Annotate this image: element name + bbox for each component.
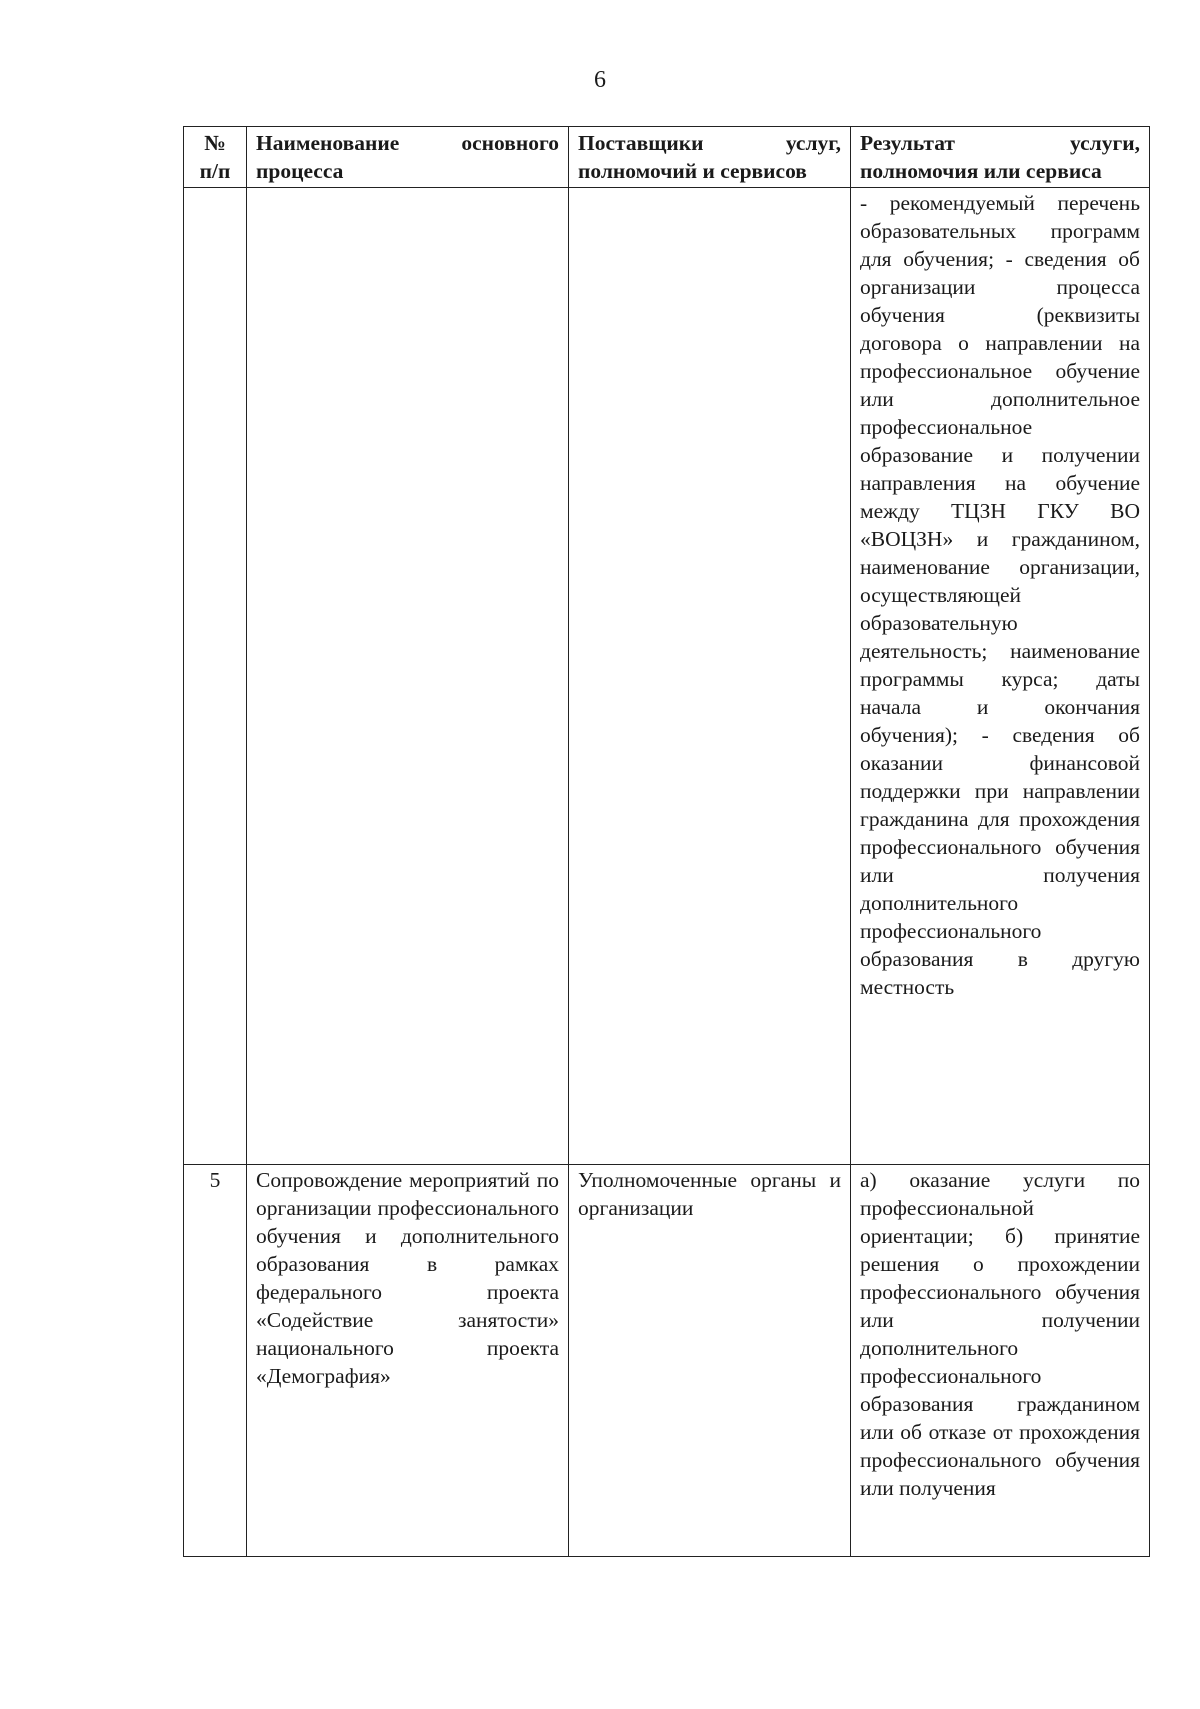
cell-result: а) оказание услуги по профессиональной ориентации; б) принятие решения о прохождении профессионального обучения или получении дополнительного профессионального образования гражданином или об отказе от прохождения профессионального обучения или получения [851,1165,1150,1557]
header-result: Результат услуги, полномочия или сервиса [851,127,1150,188]
cell-result: - рекомендуемый перечень образовательных программ для обучения; - сведения об организации процесса обучения (реквизиты договора о направлении на профессиональное обучение или дополнительное профессиональное образование и получении направления на обучение между ТЦЗН ГКУ ВО «ВОЦЗН» и гражданином, наименование организации, осуществляющей образовательную деятельность; наименование программы курса; даты начала и окончания обучения); - сведения об оказании финансовой поддержки при направлении гражданина для прохождения профессионального обучения или получения дополнительного профессионального образования в другую местность [851,188,1150,1165]
table-row-continued [184,188,1150,1165]
cell-suppliers: Уполномоченные органы и организации [569,1165,851,1557]
page-number: 6 [594,67,606,93]
table-row-5 [184,1165,1150,1557]
cell-process-name [247,188,569,1165]
cell-process-name: Сопровождение мероприятий по организации профессионального обучения и дополнительного образования в рамках федерального проекта «Содействие занятости» национального проекта «Демография» [247,1165,569,1557]
cell-suppliers [569,188,851,1165]
header-suppliers: Поставщики услуг, полномочий и сервисов [569,127,851,188]
header-process-name: Наименование основного процесса [247,127,569,188]
cell-number [184,188,247,1165]
cell-number: 5 [184,1165,247,1557]
table-header-row [184,127,1150,188]
process-table [183,126,1150,1557]
header-number: № п/п [184,127,247,188]
